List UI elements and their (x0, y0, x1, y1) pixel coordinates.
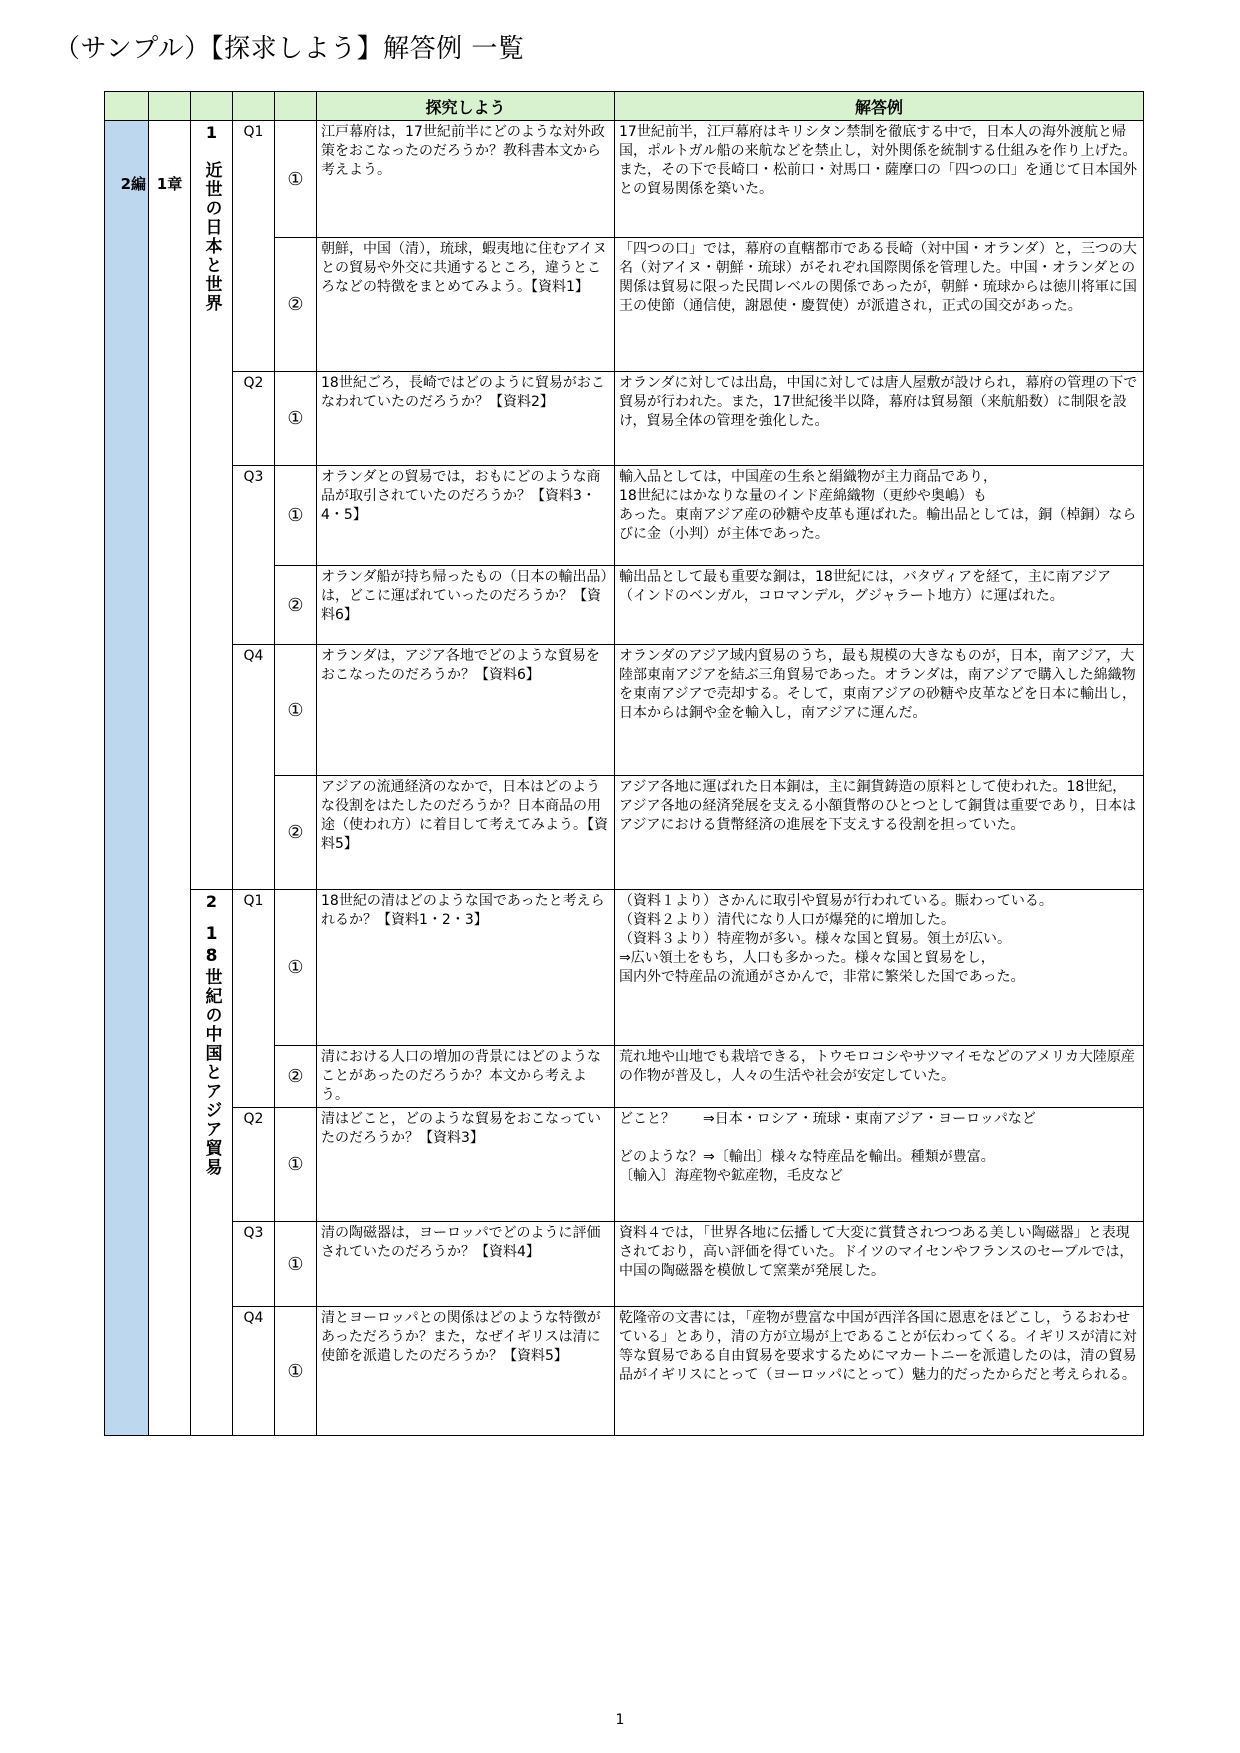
table-row (105, 372, 1144, 466)
question-text: 清における人口の増加の背景にはどのようなことがあったのだろうか？本文から考えよう。 (317, 1046, 615, 1108)
question-id: Q4 (233, 1307, 275, 1436)
question-text: 江戸幕府は，17世紀前半にどのような対外政策をおこなったのだろうか？教科書本文から考えよう。 (317, 121, 615, 238)
table-row (105, 1307, 1144, 1436)
sub-mark: ① (275, 1307, 317, 1436)
hen-label: 2編 (120, 175, 146, 193)
question-text: 18世紀ごろ，長崎ではどのように貿易がおこなわれていたのだろうか？【資料2】 (317, 372, 615, 466)
answer-text: オランダのアジア域内貿易のうち，最も規模の大きなものが，日本，南アジア，大陸部東南アジアを結ぶ三角貿易であった。オランダは，南アジアで購入した綿織物を東南アジアで売却する。そして，東南アジアの砂糖や皮革などを日本に輸出し， 日本からは銅や金を輸入し，南アジアに運んだ。 (615, 645, 1144, 776)
section-cell (191, 890, 233, 1436)
question-text: 18世紀の清はどのような国であったと考えられるか？【資料1・2・3】 (317, 890, 615, 1046)
section-title: 18世紀の中国とアジア貿易 (201, 924, 222, 1177)
table-row (105, 121, 1144, 238)
answer-text: 乾隆帝の文書には，「産物が豊富な中国が西洋各国に恩恵をほどこし，うるおわせている」とあり，清の方が立場が上であることが伝わってくる。イギリスが清に対等な貿易である自由貿易を要求するためにマカートニーを派遣したのは，清の貿易品がイギリスにとって（ヨーロッパにとって）魅力的だったからだと考えられる。 (615, 1307, 1144, 1436)
table-row (105, 1108, 1144, 1222)
answer-text: オランダに対しては出島，中国に対しては唐人屋敷が設けられ，幕府の管理の下で貿易が行われた。また，17世紀後半以降，幕府は貿易額（来航船数）に制限を設け，貿易全体の管理を強化した。 (615, 372, 1144, 466)
sub-mark: ① (275, 645, 317, 776)
question-id: Q3 (233, 1222, 275, 1307)
section-cell (191, 121, 233, 890)
sub-mark: ② (275, 566, 317, 645)
sub-mark: ② (275, 1046, 317, 1108)
answer-text: （資料１より）さかんに取引や貿易が行われている。賑わっている。 （資料２より）清代になり人口が爆発的に増加した。 （資料３より）特産物が多い。様々な国と貿易。領土が広い。 ⇒広い領土をもち，人口も多かった。様々な国と貿易をし， 国内外で特産品の流通がさかんで，非常に繁栄した国であった。 (615, 890, 1144, 1046)
page-number: 1 (615, 1712, 625, 1728)
answer-text: 資料４では，「世界各地に伝播して大変に賞賛されつつある美しい陶磁器」と表現されており，高い評価を得ていた。ドイツのマイセンやフランスのセーブルでは，中国の陶磁器を模倣して窯業が発展した。 (615, 1222, 1144, 1307)
section-title: 近世の日本と世界 (201, 161, 222, 313)
sub-mark: ② (275, 238, 317, 372)
question-text: 清とヨーロッパとの関係はどのような特徴があっただろうか？また，なぜイギリスは清に使節を派遣したのだろうか？【資料5】 (317, 1307, 615, 1436)
answer-text: 「四つの口」では，幕府の直轄都市である長崎（対中国・オランダ）と，三つの大名（対アイヌ・朝鮮・琉球）がそれぞれ国際関係を管理した。中国・オランダとの関係は貿易に限った民間レベルの関係であったが，朝鮮・琉球からは徳川将軍に国王の使節（通信使，謝恩使・慶賀使）が派遣され，正式の国交があった。 (615, 238, 1144, 372)
sub-mark: ① (275, 1222, 317, 1307)
sub-mark: ① (275, 890, 317, 1046)
question-id: Q3 (233, 466, 275, 645)
table-row (105, 645, 1144, 776)
answer-text: 輸出品として最も重要な銅は，18世紀には，バタヴィアを経て，主に南アジア（インドのベンガル，コロマンデル，グジャラート地方）に運ばれた。 (615, 566, 1144, 645)
question-text: 清の陶磁器は，ヨーロッパでどのように評価されていたのだろうか？【資料4】 (317, 1222, 615, 1307)
section-number: 2 (205, 892, 218, 911)
question-text: 朝鮮，中国（清），琉球，蝦夷地に住むアイヌとの貿易や外交に共通するところ，違うところなどの特徴をまとめてみよう。【資料1】 (317, 238, 615, 372)
question-id: Q4 (233, 645, 275, 890)
sub-mark: ① (275, 466, 317, 566)
sub-mark: ② (275, 776, 317, 890)
sho-label: 1章 (156, 175, 183, 193)
header-kaito: 解答例 (615, 92, 1144, 121)
answer-text: アジア各地に運ばれた日本銅は，主に銅貨鋳造の原料として使われた。18世紀，アジア各地の経済発展を支える小額貨幣のひとつとして銅貨は重要であり，日本はアジアにおける貨幣経済の進展を下支えする役割を担っていた。 (615, 776, 1144, 890)
sub-mark: ① (275, 372, 317, 466)
question-text: オランダは，アジア各地でどのような貿易をおこなったのだろうか？【資料6】 (317, 645, 615, 776)
sho-cell (149, 121, 191, 1436)
answer-text: どこと？ ⇒日本・ロシア・琉球・東南アジア・ヨーロッパなど どのような？⇒〔輸出〕様々な特産品を輸出。種類が豊富。 〔輸入〕海産物や鉱産物，毛皮など (615, 1108, 1144, 1222)
question-id: Q1 (233, 890, 275, 1108)
question-text: オランダとの貿易では，おもにどのような商品が取引されていたのだろうか？【資料3・4・5】 (317, 466, 615, 566)
sub-mark: ① (275, 1108, 317, 1222)
page-title: （サンプル）【探求しよう】解答例 一覧 (54, 34, 525, 64)
question-id: Q1 (233, 121, 275, 372)
table-row (105, 890, 1144, 1046)
table-row (105, 1222, 1144, 1307)
answer-text: 17世紀前半，江戸幕府はキリシタン禁制を徹底する中で，日本人の海外渡航と帰国，ポルトガル船の来航などを禁止し，対外関係を統制する仕組みを作り上げた。また，その下で長崎口・松前口・対馬口・薩摩口の「四つの口」を通じて日本国外との貿易関係を築いた。 (615, 121, 1144, 238)
question-id: Q2 (233, 1108, 275, 1222)
question-text: オランダ船が持ち帰ったもの（日本の輸出品）は，どこに運ばれていったのだろうか？【資料6】 (317, 566, 615, 645)
hen-cell (105, 121, 149, 1436)
answer-table (104, 91, 1144, 1436)
answer-text: 荒れ地や山地でも栽培できる，トウモロコシやサツマイモなどのアメリカ大陸原産の作物が普及し，人々の生活や社会が安定していた。 (615, 1046, 1144, 1108)
sub-mark: ① (275, 121, 317, 238)
table-row (105, 466, 1144, 566)
question-id: Q2 (233, 372, 275, 466)
header-tankyu: 探究しよう (317, 92, 615, 121)
question-text: 清はどこと，どのような貿易をおこなっていたのだろうか？【資料3】 (317, 1108, 615, 1222)
question-text: アジアの流通経済のなかで，日本はどのような役割をはたしたのだろうか？日本商品の用途（使われ方）に着目して考えてみよう。【資料5】 (317, 776, 615, 890)
header-row (105, 92, 1144, 121)
answer-text: 輸入品としては，中国産の生糸と絹織物が主力商品であり， 18世紀にはかなりな量のインド産綿織物（更紗や奥嶋）も あった。東南アジア産の砂糖や皮革も運ばれた。輸出品としては，銅（棹銅）ならびに金（小判）が主体であった。 (615, 466, 1144, 566)
answer-table-wrapper (104, 91, 1143, 1436)
section-number: 1 (205, 123, 218, 142)
